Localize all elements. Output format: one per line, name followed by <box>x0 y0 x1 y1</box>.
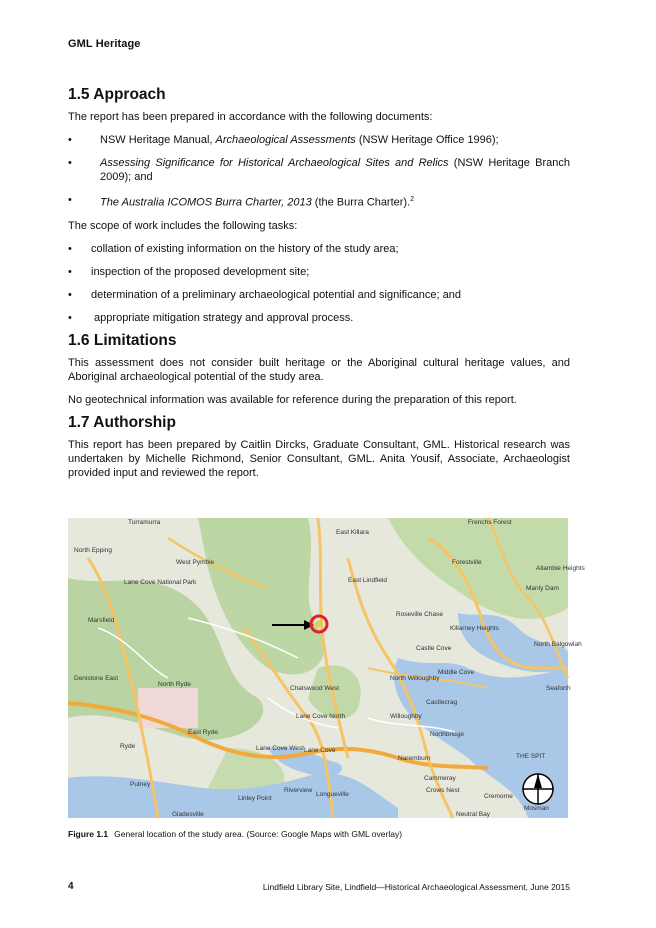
map-label: Cremorne <box>484 793 513 800</box>
section-heading-limitations: 1.6 Limitations <box>68 331 177 349</box>
map-label: Linley Point <box>238 795 272 802</box>
map-label: THE SPIT <box>516 753 546 760</box>
section-heading-approach: 1.5 Approach <box>68 86 166 103</box>
map-label: East Lindfield <box>348 577 388 584</box>
map-label: Manly Dam <box>526 585 559 592</box>
map-label: Lane Cove <box>304 747 336 754</box>
map-label: Neutral Bay <box>456 811 490 818</box>
list-item: • NSW Heritage Manual, Archaeological Assessments (NSW Heritage Office 1996); <box>68 133 570 147</box>
map-label: Killarney Heights <box>450 625 499 632</box>
list-item: • The Australia ICOMOS Burra Charter, 2013 (the Burra Charter).$^2$ <box>68 193 570 210</box>
map-label: Northbridge <box>430 731 464 738</box>
map-label: North Balgowlah <box>534 641 582 648</box>
scope-intro: The scope of work includes the following tasks: <box>68 219 298 232</box>
map-label: Seaforth <box>546 685 571 692</box>
map-label: Forestville <box>452 559 482 566</box>
map-label: Roseville Chase <box>396 611 443 618</box>
figure-caption <box>68 829 402 839</box>
section-heading-authorship: 1.7 Authorship <box>68 413 176 431</box>
footnote-ref[interactable]: 2 <box>410 196 415 203</box>
map-label: Denistone East <box>74 675 119 682</box>
list-item: • collation of existing information on the history of the study area; <box>68 242 570 256</box>
location-map <box>68 518 585 818</box>
map-label: Cammeray <box>424 775 456 782</box>
page-number: 4 <box>68 881 74 892</box>
authorship-paragraph: This report has been prepared by Caitlin Dircks, Graduate Consultant, GML. Historical research was undertaken by Michelle Richmond, Senior Consultant, GML. Anita Yousif, Associate, Archaeologist provided input and reviewed the report. <box>68 438 570 479</box>
map-label: Lane Cove West <box>256 745 304 752</box>
map-label: Lane Cove North <box>296 713 346 720</box>
map-label: Middle Cove <box>438 669 475 676</box>
list-item: • appropriate mitigation strategy and approval process. <box>68 311 570 325</box>
map-label: Riverview <box>284 787 313 794</box>
map-label: North Ryde <box>158 681 191 688</box>
map-label: Marsfield <box>88 617 115 624</box>
map-label: North Epping <box>74 547 112 554</box>
north-arrow-icon <box>523 774 553 804</box>
list-item: • determination of a preliminary archaeological potential and significance; and <box>68 288 570 302</box>
figure-caption-text: General location of the study area. (Source: Google Maps with GML overlay) <box>114 829 403 839</box>
limitations-paragraph-1: This assessment does not consider built heritage or the Aboriginal cultural heritage values, and Aboriginal archaeological potential of the study area. <box>68 356 570 383</box>
map-label: Naremburn <box>398 755 431 762</box>
map-label: Turramurra <box>128 519 161 526</box>
map-label: Castlecrag <box>426 699 458 706</box>
map-label: Lane Cove National Park <box>124 579 197 586</box>
running-footer: Lindfield Library Site, Lindfield—Historical Archaeological Assessment, June 2015 <box>262 882 570 892</box>
map-label: Castle Cove <box>416 645 452 652</box>
documents-list <box>68 133 570 210</box>
approach-intro: The report has been prepared in accordance with the following documents: <box>68 111 433 123</box>
map-label: East Killara <box>336 529 369 536</box>
list-item: • inspection of the proposed development site; <box>68 265 570 279</box>
list-item: • Assessing Significance for Historical Archaeological Sites and Relics (NSW Heritage Branch 2009); and <box>68 156 570 184</box>
figure-label: Figure 1.1 <box>68 829 109 839</box>
limitations-paragraph-2: No geotechnical information was available for reference during the preparation of this report. <box>68 393 517 406</box>
map-label: Putney <box>130 781 151 788</box>
map-label: Willoughby <box>390 713 422 720</box>
map-label: Mosman <box>524 805 549 812</box>
map-label: East Ryde <box>188 729 218 736</box>
map-label: Frenchs Forest <box>468 519 512 526</box>
map-label: Ryde <box>120 743 136 750</box>
map-label: Chatswood West <box>290 685 340 692</box>
tasks-list <box>68 242 570 325</box>
map-label: Allambie Heights <box>536 565 585 572</box>
map-label: Longueville <box>316 791 349 798</box>
running-header: GML Heritage <box>68 38 141 50</box>
map-label: North Willoughby <box>390 675 440 682</box>
main-content <box>68 88 570 489</box>
map-label: West Pymble <box>176 559 215 566</box>
map-label: Crows Nest <box>426 787 460 794</box>
map-label: Gladesville <box>172 811 204 818</box>
